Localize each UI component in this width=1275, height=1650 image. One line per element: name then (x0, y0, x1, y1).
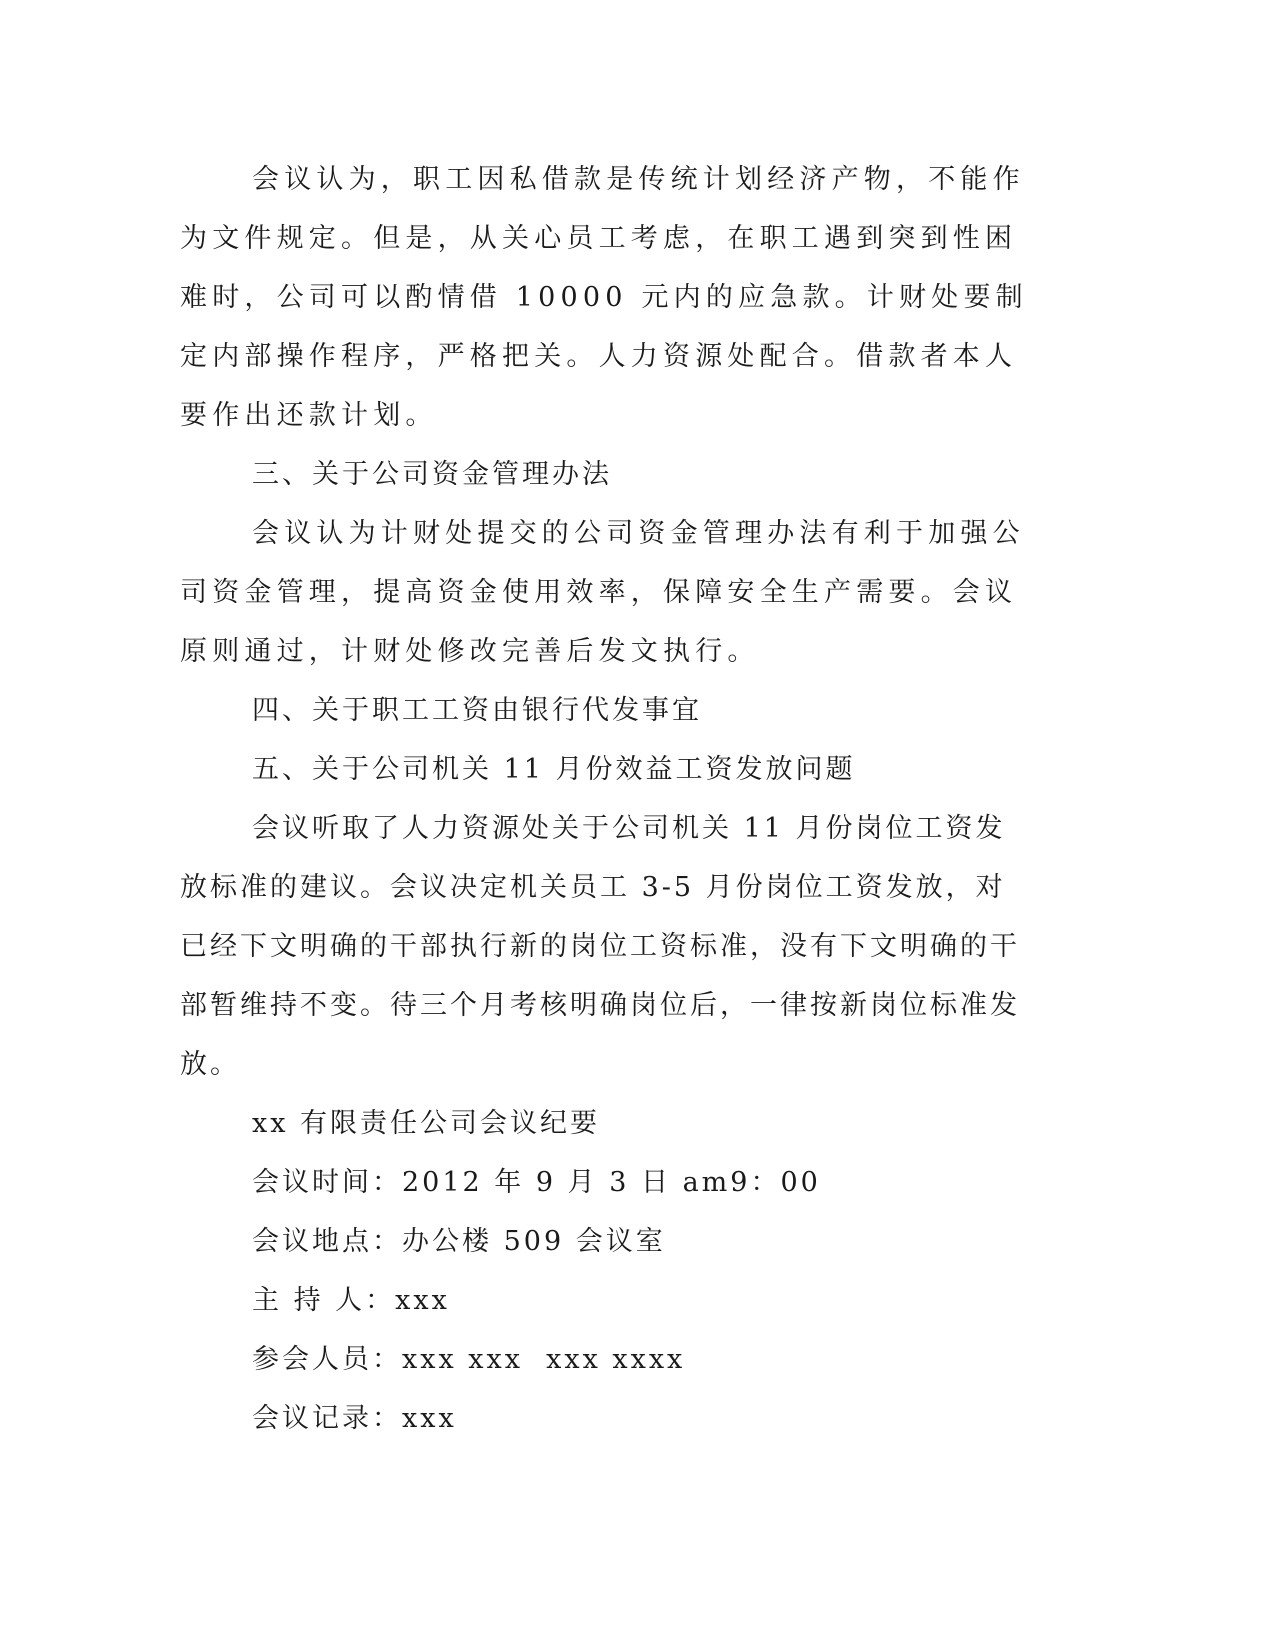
minutes-location: 会议地点：办公楼 509 会议室 (252, 1226, 666, 1257)
minutes-host: 主 持 人：xxx (252, 1285, 450, 1316)
minutes-title: xx 有限责任公司会议纪要 (252, 1108, 601, 1139)
paragraph-salary-standard: 会议听取了人力资源处关于公司机关 11 月份岗位工资发放标准的建议。会议决定机关员工 3-5 月份岗位工资发放，对已经下文明确的干部执行新的岗位工资标准，没有下文明确的干部暂维持不变。待三个月考核明确岗位后，一律按新岗位标准发放。 (180, 813, 1020, 1080)
minutes-attendees: 参会人员：xxx xxx xxx xxxx (252, 1344, 686, 1375)
minutes-time: 会议时间：2012 年 9 月 3 日 am9：00 (252, 1167, 821, 1198)
minutes-recorder: 会议记录：xxx (252, 1403, 457, 1434)
heading-section-three: 三、关于公司资金管理办法 (252, 459, 612, 490)
paragraph-emergency-loan: 会议认为，职工因私借款是传统计划经济产物，不能作为文件规定。但是，从关心员工考虑，在职工遇到突到性困难时，公司可以酌情借 10000 元内的应急款。计财处要制定内部操作程序，严格把关。人力资源处配合。借款者本人要作出还款计划。 (180, 164, 1028, 431)
paragraph-fund-management: 会议认为计财处提交的公司资金管理办法有利于加强公司资金管理，提高资金使用效率，保障安全生产需要。会议原则通过，计财处修改完善后发文执行。 (180, 518, 1025, 667)
heading-section-five: 五、关于公司机关 11 月份效益工资发放问题 (252, 754, 856, 785)
document-page (180, 150, 1030, 1448)
heading-section-four: 四、关于职工工资由银行代发事宜 (252, 695, 702, 726)
